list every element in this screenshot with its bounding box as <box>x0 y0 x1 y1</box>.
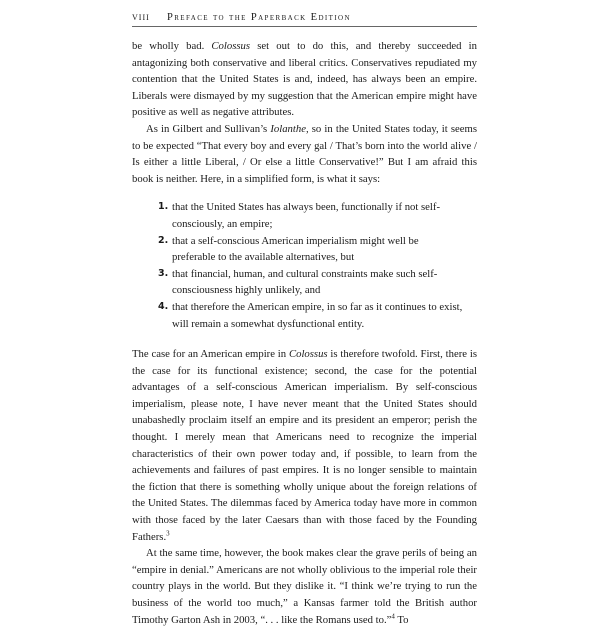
list-item: 2. that a self-conscious American imperialism might well be preferable to the available alternatives, but <box>158 234 419 264</box>
list-number: 4. <box>158 300 169 312</box>
list-number: 1. <box>158 201 169 213</box>
numbered-list <box>132 199 477 332</box>
paragraph-4: At the same time, however, the book makes clear the grave perils of being an “empire in denial.” Americans are not wholly oblivious to the imperial role their country plays in the world. But they dislike it. “I think we’re trying to run the business of the world too much,” a Kansas farmer told the British author Timothy Garton Ash in 2003, “. . . like the Romans used to.”$^4$ To <box>132 547 477 626</box>
footnote-ref-4[interactable]: 4 <box>391 612 395 621</box>
paragraph-3: The case for an American empire in Colossus is therefore twofold. First, there is the case for its functional existence; second, the case for the potential advantages of a self-conscious American imperialism. By self-conscious imperialism, please note, I have never meant that the United States should unabashedly proclaim itself an empire and its president an emperor; perish the thought. I merely mean that Americans need to recognize the imperial characteristics of their own power today and, if possible, to learn from the achievements and failures of past empires. It is no longer sensible to maintain the fiction that there is something wholly unique about the foreign relations of the United States. The dilemmas faced by America today have more in common with those faced by the later Caesars than with those faced by the Founding Fathers.$^3$ <box>132 348 477 543</box>
list-number: 3. <box>158 267 169 279</box>
list-item: 1. that the United States has always been, functionally if not self-consciously, an empire; <box>158 201 441 230</box>
footnote-ref-3[interactable]: 3 <box>166 529 170 538</box>
work-title-iolanthe: Iolanthe, <box>270 122 309 135</box>
book-title-colossus: Colossus <box>211 40 251 52</box>
running-title: Preface to the Paperback Edition <box>167 12 351 23</box>
page-number: VIII <box>132 13 150 22</box>
body-text <box>132 38 477 628</box>
list-item: 3. that financial, human, and cultural constraints make such self-consciousness highly unlikely, and <box>158 267 438 297</box>
book-title-colossus: Colossus <box>288 348 328 361</box>
running-header <box>132 12 477 27</box>
paragraph-2: As in Gilbert and Sullivan’s Iolanthe, so in the United States today, it seems to be expected “That every boy and every gal / That’s born into the world alive / Is either a little Liberal, / Or else a little Conservative!” But I am afraid this book is neither. Here, in a simplified form, is what it says: <box>132 122 477 185</box>
list-item: 4. that therefore the American empire, in so far as it continues to exist, will remain a somewhat dysfunctional entity. <box>158 300 463 330</box>
list-number: 2. <box>158 234 169 246</box>
paragraph-1: be wholly bad. Colossus set out to do this, and thereby succeeded in antagonizing both conservative and liberal critics. Conservatives repudiated my contention that the United States is and, indeed, has always been an empire. Liberals were dismayed by my suggestion that the American empire might have positive as well as negative attributes. <box>132 40 477 119</box>
